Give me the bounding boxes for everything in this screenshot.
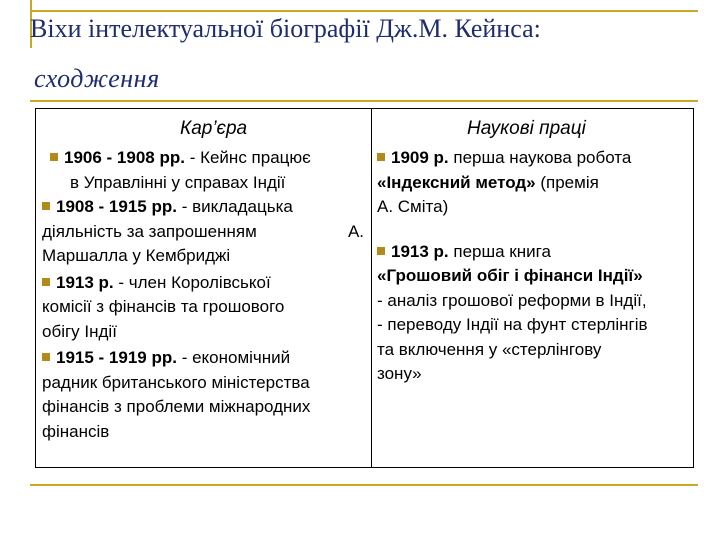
career-header: Кар’єра xyxy=(180,118,248,139)
career-item-1: 1906 - 1908 рр. - Кейнс працює в Управлінні у справах Індії xyxy=(42,146,364,195)
work-item-1: 1909 р. перша наукова робота «Індексний метод» (премія А. Сміта) xyxy=(377,148,632,216)
bullet-icon xyxy=(377,153,385,161)
slide-subtitle: сходження xyxy=(34,64,160,93)
works-header: Наукові праці xyxy=(467,118,586,139)
works-column xyxy=(377,109,689,387)
bottom-rule xyxy=(30,484,698,486)
career-item-3: 1913 р. - член Королівської комісії з фінансів та грошового обігу Індії xyxy=(42,272,285,341)
bullet-icon xyxy=(42,353,50,361)
bullet-icon xyxy=(42,202,50,210)
top-rule xyxy=(30,10,698,12)
career-item-4: 1915 - 1919 рр. - економічний радник британського міністерства фінансів з проблеми міжнародних фінансів xyxy=(42,348,311,441)
work-item-2: 1913 р. перша книга «Грошовий обіг і фінанси Індії» - аналіз грошової реформи в Індії, - переводу Індії на фунт стерлінгів та включення у «стерлінгову зону» xyxy=(377,241,648,383)
title-underline-rule xyxy=(30,100,698,102)
two-column-table xyxy=(35,108,694,468)
slide-title: Віхи інтелектуальної біографії Дж.М. Кейнса: xyxy=(30,14,541,43)
bullet-icon xyxy=(42,278,50,286)
column-divider xyxy=(371,109,372,467)
career-item-2: 1908 - 1915 рр. - викладацька діяльність за запрошенням А. Маршалла у Кембриджі xyxy=(42,197,364,265)
career-column xyxy=(42,109,364,444)
bullet-icon xyxy=(377,247,385,255)
bullet-icon xyxy=(50,153,58,161)
